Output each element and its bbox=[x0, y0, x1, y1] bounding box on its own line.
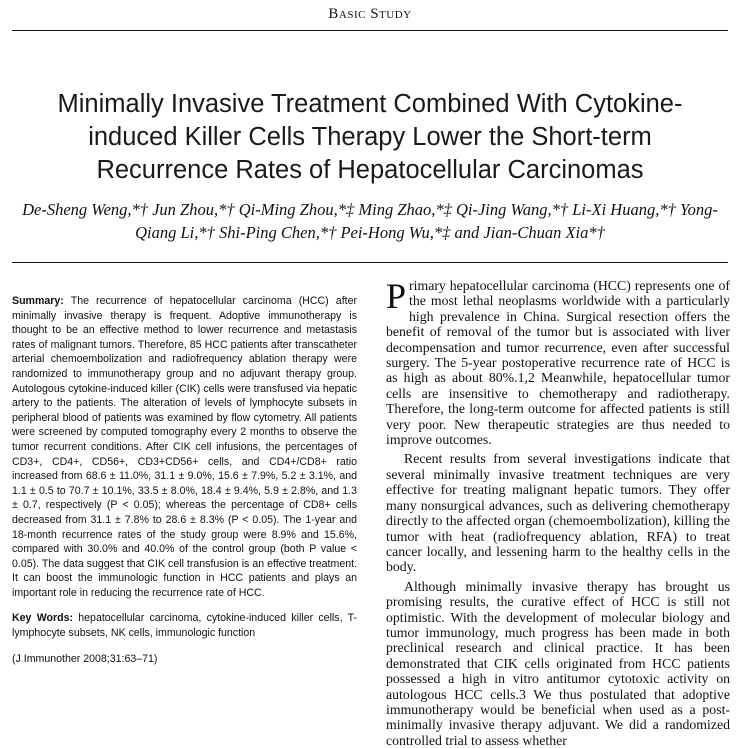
intro-paragraph-3: Although minimally invasive therapy has brought us promising results, the curative effect of HCC is still not optimistic. With the development of molecular biology and tumor immunology, much progress has been made in both preclinical research and clinical practice. It has been demonstrated that CIK cells originated from HCC patients possessed a high in vitro antitumor cytotoxic activity on autologous HCC cells.3 We thus postulated that adoptive immunotherapy would be beneficial when used as a post-minimally invasive therapy adjuvant. We did a randomized controlled trial to assess whether bbox=[386, 578, 730, 748]
summary-paragraph bbox=[12, 294, 357, 600]
journal-citation: (J Immunother 2008;31:63–71) bbox=[12, 652, 158, 665]
body-column bbox=[386, 278, 730, 748]
intro-paragraph-2: Recent results from several investigations indicate that several minimally invasive treatment techniques are very effective for treating malignant hepatic tumors. They offer many nonsurgical advances, such as delivering chemotherapy directly to the affected organ (chemoembolization), killing the tumor with heat (radiofrequency ablation, RFA) to treat cancer locally, and lessening harm to the healthy cells in the body. bbox=[386, 451, 730, 575]
abstract-column bbox=[12, 294, 357, 677]
author-list: De-Sheng Weng,*† Jun Zhou,*† Qi-Ming Zhou,*‡ Ming Zhao,*‡ Qi-Jing Wang,*† Li-Xi Huang,*† Yong-Qiang Li,*† Shi-Ping Chen,*† Pei-Hong Wu,*‡ and Jian-Chuan Xia*† bbox=[22, 200, 718, 242]
keywords-label: Key Words: bbox=[12, 612, 73, 625]
header-rule bbox=[12, 30, 728, 31]
keywords-paragraph bbox=[12, 611, 357, 640]
abstract-rule bbox=[12, 262, 728, 263]
summary-text: The recurrence of hepatocellular carcinoma (HCC) after minimally invasive therapy is frequent. Adoptive immunotherapy is thought to be an effective method to lower recurrence and metastasis rates of malignant tumors. Therefore, 85 HCC patients after transcatheter arterial chemoembolization and radiofrequency ablation therapy were randomized to immunotherapy group and no adjuvant therapy group. Autologous cytokine-induced killer (CIK) cells were transfused via hepatic artery to the patients. The alteration of levels of lymphocyte subsets in peripheral blood of patients was examined by flow cytometry. All patients were screened by computed tomography every 2 months to observe the tumor recurrent conditions. After CIK cell infusions, the percentages of CD3+, CD4+, CD56+, CD3+CD56+ cells, and CD4+/CD8+ ratio increased from 68.6 ± 11.0%, 31.1 ± 9.0%, 15.6 ± 7.9%, 5.2 ± 3.1%, and 1.1 ± 0.5 to 70.7 ± 10.1%, 33.5 ± 8.0%, 18.4 ± 9.4%, 5.9 ± 2.8%, and 1.3 ± 0.7, respectively (P < 0.05); whereas the percentage of CD8+ cells decreased from 31.1 ± 7.8% to 28.6 ± 8.3% (P < 0.05). The 1-year and 18-month recurrence rates of the study group were 8.9% and 15.6%, compared with 30.0% and 40.0% of the control group (both P value < 0.05). The data suggest that CIK cell transfusion is an effective treatment. It can boost the immunologic function in HCC patients and plays an important role in reducing the recurrence rate of HCC. bbox=[12, 295, 357, 599]
section-header: Basic Study bbox=[328, 6, 412, 22]
intro-paragraph-1-text: rimary hepatocellular carcinoma (HCC) represents one of the most lethal neoplasms worldwide with a particularly high prevalence in China. Surgical resection offers the benefit of removal of the tumor but is associated with liver decompensation and tumor recurrence, even after successful surgery. The 5-year postoperative recurrence rate of HCC is as high as about 80%.1,2 Meanwhile, hepatocellular tumor cells are insensitive to chemotherapy and radiotherapy. Therefore, the long-term outcome for affected patients is still very poor. New therapeutic strategies are thus needed to improve outcomes. bbox=[386, 278, 730, 448]
keywords-text: hepatocellular carcinoma, cytokine-induced killer cells, T-lymphocyte subsets, NK cells, immunologic function bbox=[12, 612, 357, 640]
drop-cap: P bbox=[386, 276, 407, 316]
article-title: Minimally Invasive Treatment Combined With Cytokine-induced Killer Cells Therapy Lower the Short-term Recurrence Rates of Hepatocellular Carcinomas bbox=[57, 90, 683, 184]
summary-label: Summary: bbox=[12, 295, 64, 307]
intro-paragraph-1 bbox=[386, 278, 730, 447]
